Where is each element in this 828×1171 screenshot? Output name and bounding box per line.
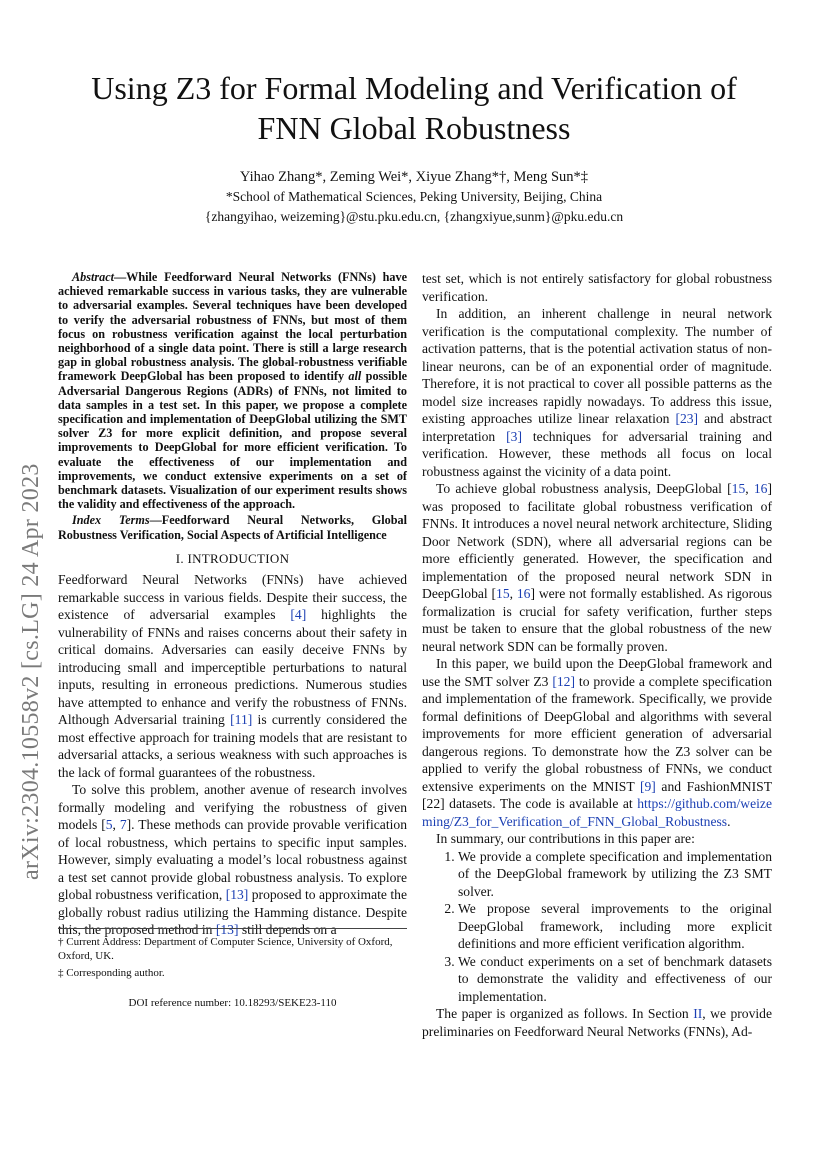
text: highlights the vulnerability of FNNs and raises concerns about their safety in critical domains. Adversaries can easily deceive FNNs by introducing small and imperceptible perturbations to natural inputs, resulting in erroneous predictions. Numerous studies have attempted to enhance and verify the robustness of FNNs. Although Adversarial training [58, 607, 407, 728]
citation-link[interactable]: [13] [215, 922, 239, 938]
text: and abstract interpretation [422, 411, 772, 444]
contributions-list [422, 848, 772, 1006]
abstract [58, 270, 407, 511]
abstract-text: —While Feedforward Neural Networks (FNNs) have achieved remarkable success in various tasks, they are vulnerable to adversarial examples. Several techniques have been developed to verify the adversarial robustness of FNNs, but most of them focus on robustness verification against the local perturbation neighborhood of a single data point. There is still a large research gap in global robustness analysis. The global-robustness verifiable framework DeepGlobal has been proposed to identify [58, 270, 407, 384]
text: . [727, 813, 731, 829]
contribution-item: 1. We provide a complete specification and implementation of the DeepGlobal framework by utilizing the Z3 SMT solver. [458, 848, 772, 901]
text: techniques for adversarial training and verification. However, these methods all focus on local robustness against the vicinity of a data point. [422, 428, 772, 479]
text: , [745, 481, 754, 496]
contribution-item: 2. We propose several improvements to the original DeepGlobal framework, including more explicit definitions and more efficient verification algorithm. [458, 900, 772, 953]
citation-link[interactable]: 16 [753, 481, 768, 496]
right-column [422, 270, 772, 1040]
citation-link[interactable]: [9] [639, 778, 656, 794]
text: Feedforward Neural Networks (FNNs) have achieved remarkable success in various fields. Despite their success, the existence of adversarial examples [58, 572, 407, 623]
section-link[interactable]: II [693, 1006, 703, 1021]
citation-link[interactable]: 16 [516, 586, 531, 601]
text: ] was proposed to facilitate global robustness verification of FNNs. It introduces a novel neural network architecture, Sliding Door Network (SDN), where all adversarial regions can be more efficiently generated. However, the specification and implementation of the proposed neural network SDN in DeepGlobal [ [422, 481, 772, 601]
intro-paragraph-continued: test set, which is not entirely satisfactory for global robustness verification. [422, 271, 772, 304]
footnote-affiliation: † Current Address: Department of Computer Science, University of Oxford, Oxford, UK. [58, 936, 393, 962]
code-repository-link[interactable]: https://github.com/weizeming/Z3_for_Verification_of_FNN_Global_Robustness [422, 796, 772, 829]
index-terms-text: —Feedforward Neural Networks, Global Robustness Verification, Social Aspects of Artificial Intelligence [58, 513, 407, 542]
citation-link[interactable]: [12] [552, 673, 575, 689]
text: The paper is organized as follows. In Section [436, 1006, 694, 1021]
citation-link[interactable]: 15 [731, 481, 746, 496]
text: , [112, 817, 120, 833]
abstract-text-cont: possible Adversarial Dangerous Regions (ADRs) of FNNs, not limited to data samples in a test set. In this paper, we propose a complete specification and implementation of DeepGlobal utilizing the SMT solver Z3 for more explicit definition, and propose several improvements to DeepGlobal for more efficient verification. To evaluate the effectiveness of our implementation and improvements, we conduct extensive experiments on a set of benchmark datasets. Visualization of our experiment results shows the validity and effectiveness of the approach. [58, 369, 407, 512]
text: , we provide preliminaries on Feedforward Neural Networks (FNNs), Ad- [422, 1006, 772, 1039]
section-heading-introduction: I. INTRODUCTION [175, 550, 290, 566]
text: proposed to approximate the globally robust radius utilizing the Hamming distance. Despite this, the proposed method in [58, 887, 407, 938]
citation-link[interactable]: [4] [290, 607, 307, 623]
citation-link[interactable]: [13] [225, 887, 249, 903]
contribution-item: 3. We conduct experiments on a set of benchmark datasets to demonstrate the validity and effectiveness of our implementation. [458, 953, 772, 1006]
title-line-2: FNN Global Robustness [257, 110, 571, 146]
citation-link[interactable]: [11] [230, 712, 253, 728]
text: , [509, 586, 517, 601]
index-terms [58, 513, 407, 541]
text: To achieve global robustness analysis, DeepGlobal [ [436, 481, 732, 496]
text: is currently considered the most effective approach for training models that are resistant to adversarial attacks, a serious weakness with such approaches is the lack of formal guarantees of the robustness. [58, 712, 407, 780]
doi-reference: DOI reference number: 10.18293/SEKE23-110 [128, 997, 337, 1009]
affiliation: *School of Mathematical Sciences, Peking University, Beijing, China [225, 189, 603, 204]
author-names: Yihao Zhang*, Zeming Wei*, Xiyue Zhang*†, Meng Sun*‡ [239, 169, 589, 185]
contributions-intro: In summary, our contributions in this paper are: [436, 831, 695, 846]
citation-link[interactable]: [23] [675, 411, 699, 426]
citation-link[interactable]: 15 [496, 586, 510, 601]
citation-link[interactable]: 5 [105, 817, 113, 833]
intro-paragraph-2 [58, 781, 407, 939]
intro-paragraph-3 [422, 305, 772, 480]
text: ]. These methods can provide provable verification of local robustness, which pertains to specific input samples. However, simply evaluating a model’s local robustness against a test set cannot provide global robustness analysis. To explore global robustness verification, [58, 817, 407, 903]
index-terms-label: Index Terms [72, 513, 150, 528]
text: To solve this problem, another avenue of research involves formally modeling and verifying the robustness of given models [ [58, 782, 407, 833]
intro-paragraph-1 [58, 571, 407, 781]
arxiv-identifier-stamp: arXiv:2304.10558v2 [cs.LG] 24 Apr 2023 [18, 463, 44, 880]
text: and FashionMNIST [22] datasets. The code is available at [422, 778, 772, 811]
abstract-emphasis: all [348, 369, 362, 384]
organization-paragraph [422, 1005, 772, 1040]
author-block [0, 167, 828, 227]
abstract-label: Abstract [72, 270, 114, 284]
text: In addition, an inherent challenge in neural network verification is the computational complexity. The number of activation patterns, that is the potential activation status of non-linear neurons, can be of an exponential order of magnitude. Therefore, it is not practical to cover all possible patterns as the model size increases rapidly nowadays. To address this issue, existing approaches utilize linear relaxation [422, 306, 772, 426]
intro-paragraph-5 [422, 655, 772, 830]
text: ] were not formally established. As rigorous formalization is crucial for safety verification, further steps must be taken to ensure that the global robustness of the new neural network SDN can be formally proven. [422, 586, 773, 654]
footnote-corresponding: ‡ Corresponding author. [58, 967, 165, 979]
paper-title [40, 68, 788, 148]
intro-paragraph-4 [422, 480, 772, 655]
title-line-1: Using Z3 for Formal Modeling and Verification of [91, 70, 737, 106]
citation-link[interactable]: 7 [119, 817, 127, 833]
left-column [58, 270, 407, 939]
footnotes [58, 928, 407, 980]
text: to provide a complete specification and implementation of the framework. Specifically, we provide formal definitions of DeepGlobal and algorithms with several improvements for more efficient generation of adversarial dangerous regions. To demonstrate how the Z3 solver can be applied to verify the global robustness of FNNs, we conduct extensive experiments on the MNIST [422, 673, 772, 794]
text: still depends on a [238, 922, 337, 938]
text: In this paper, we build upon the DeepGlobal framework and use the SMT solver Z3 [422, 656, 772, 689]
author-emails: {zhangyihao, weizeming}@stu.pku.edu.cn, {zhangxiyue,sunm}@pku.edu.cn [204, 209, 624, 224]
citation-link[interactable]: [3] [506, 428, 522, 444]
